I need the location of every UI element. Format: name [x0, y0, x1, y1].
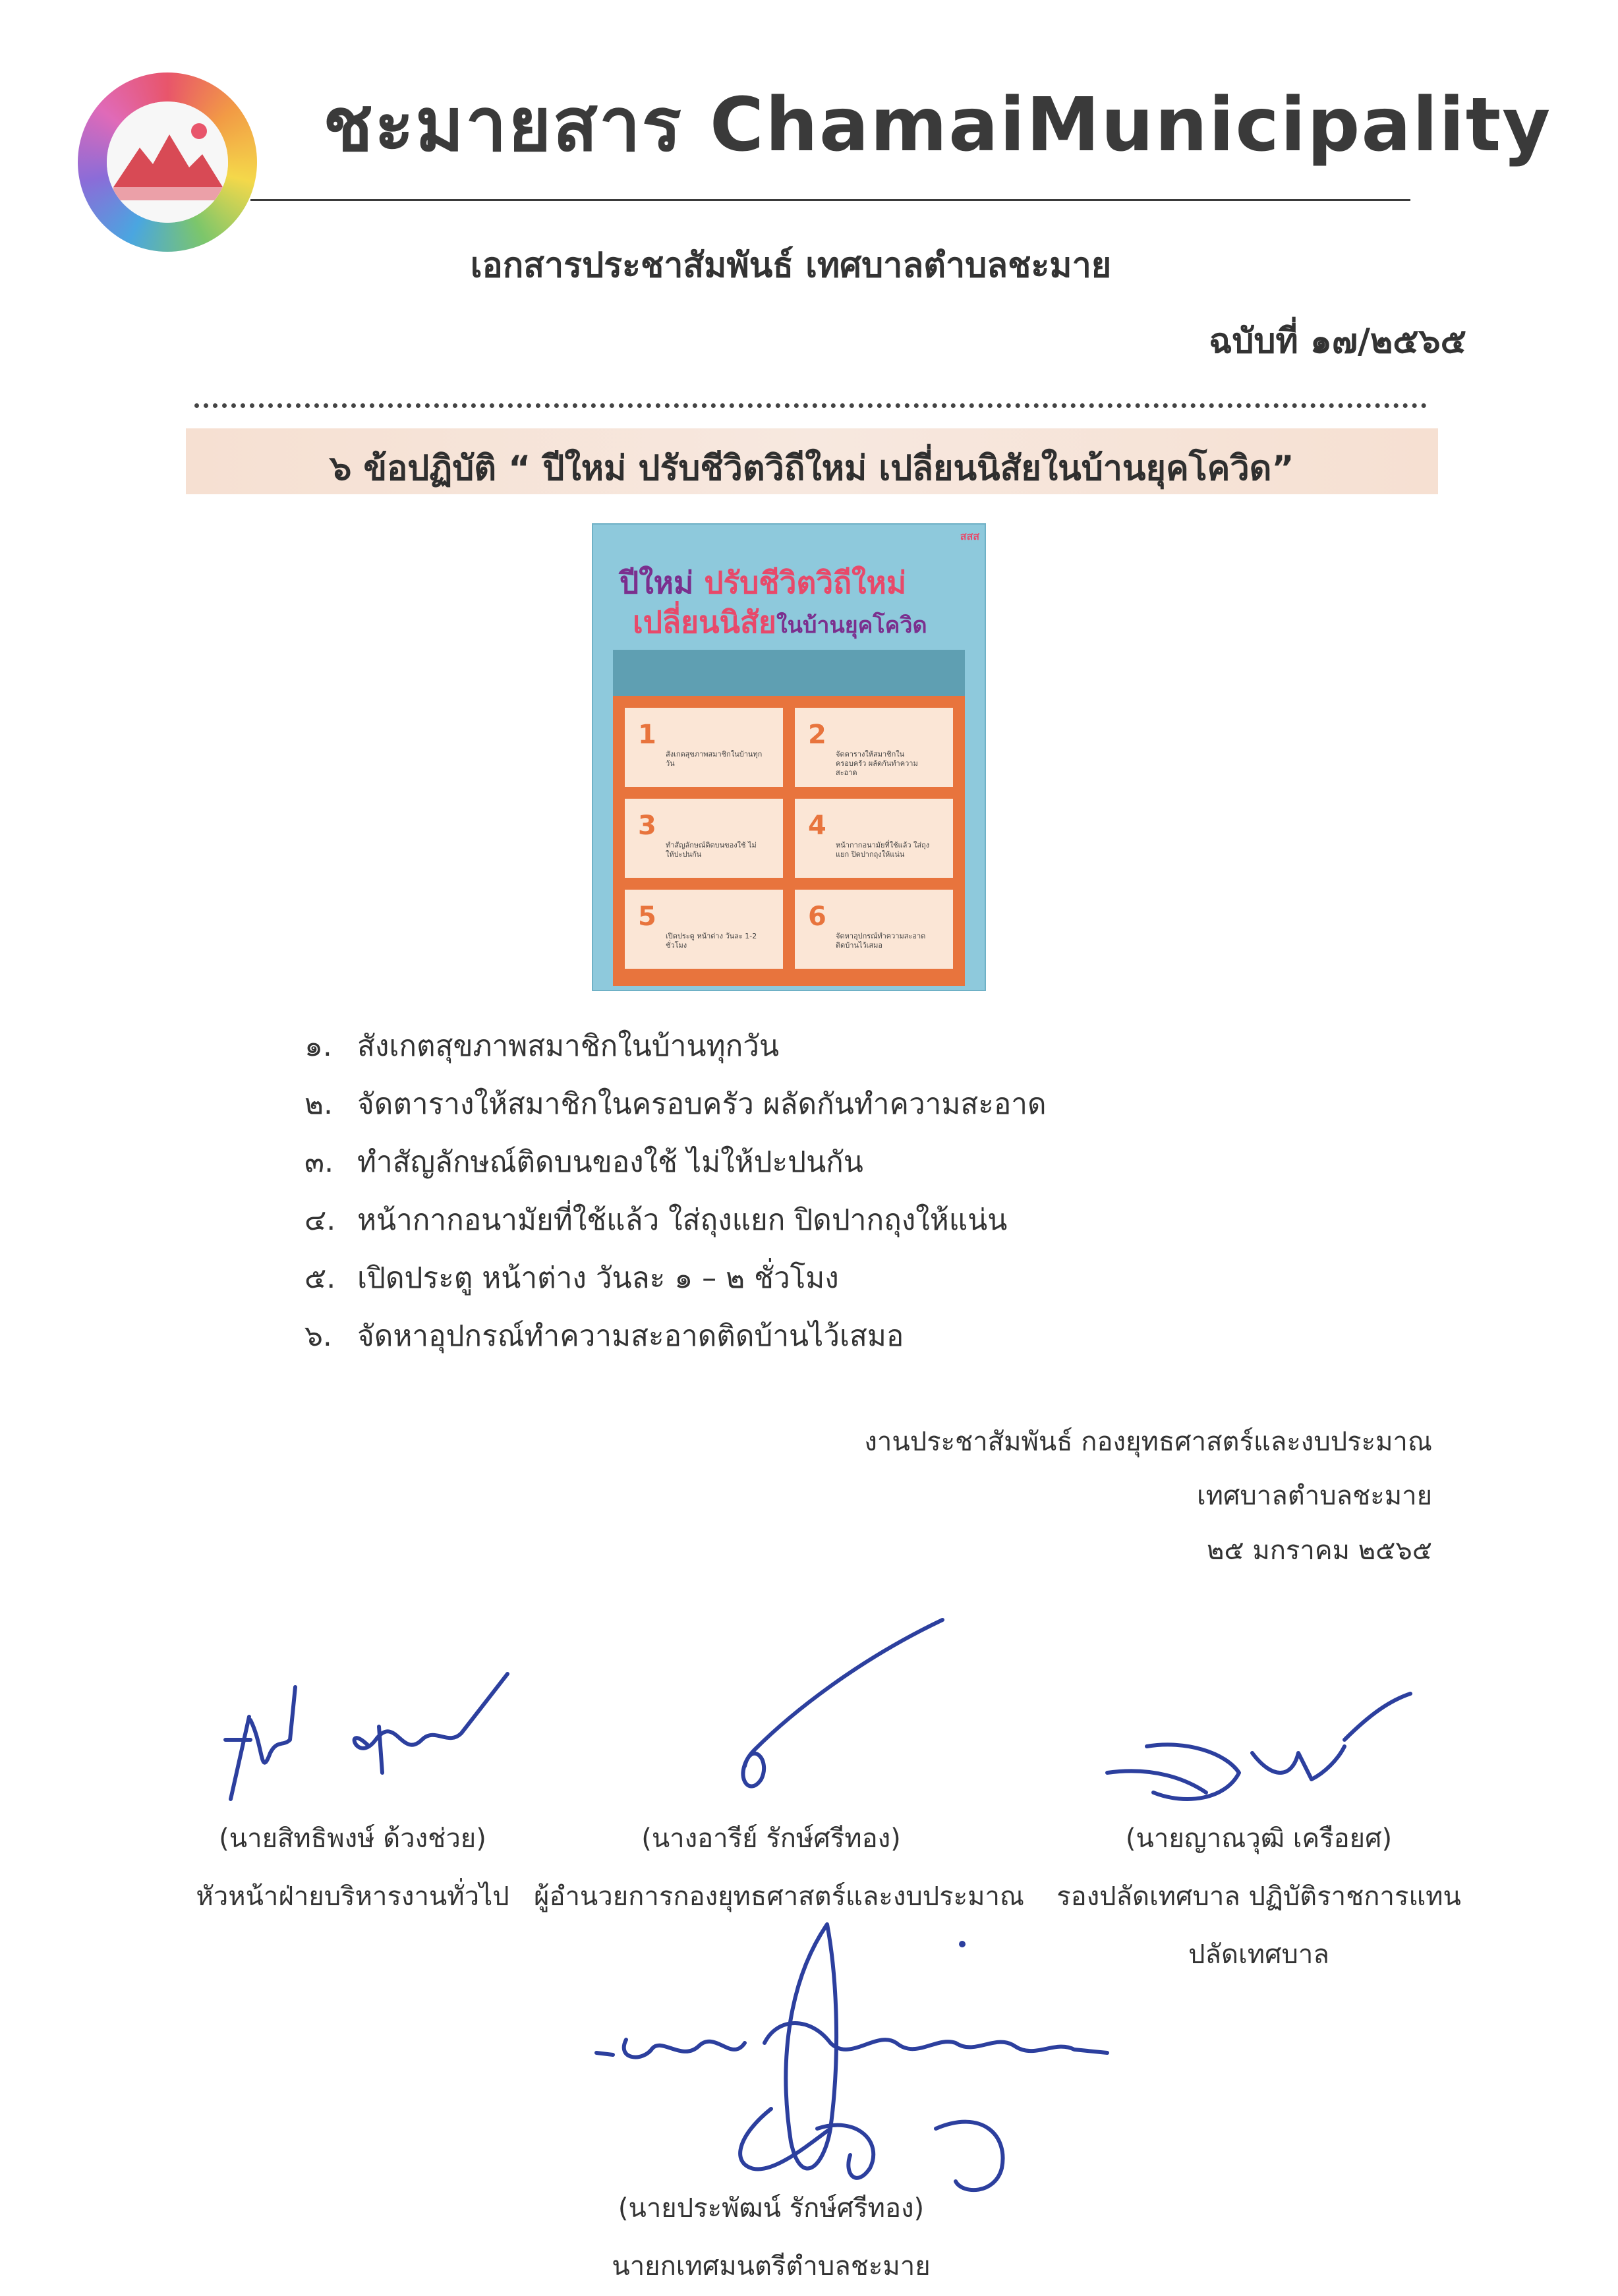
- infographic-headline-1: ปีใหม่ ปรับชีวิตวิถีใหม่: [620, 565, 907, 600]
- room-4: 4 หน้ากากอนามัยที่ใช้แล้ว ใส่ถุงแยก ปิดปากถุงให้แน่น: [795, 799, 953, 878]
- signatory-2-name: (นางอารีย์ รักษ์ศรีทอง): [641, 1823, 901, 1854]
- mayor-name: (นายประพัฒน์ รักษ์ศรีทอง): [618, 2193, 925, 2224]
- sponsor-logo: สสส: [960, 530, 979, 542]
- room-5: 5 เปิดประตู หน้าต่าง วันละ 1-2 ชั่วโมง: [625, 890, 783, 969]
- room-6: 6 จัดหาอุปกรณ์ทำความสะอาด ติดบ้านไว้เสมอ: [795, 890, 953, 969]
- topic-banner-text: ๖ ข้อปฏิบัติ “ ปีใหม่ ปรับชีวิตวิถีใหม่ เปลี่ยนนิสัยในบ้านยุคโควิด”: [330, 449, 1294, 488]
- signatory-1-name: (นายสิทธิพงษ์ ด้วงช่วย): [219, 1823, 486, 1854]
- list-item: ๖. จัดหาอุปกรณ์ทำความสะอาดติดบ้านไว้เสมอ: [304, 1319, 904, 1353]
- signatory-2-title: ผู้อำนวยการกองยุทธศาสตร์และงบประมาณ: [534, 1881, 1025, 1912]
- newsletter-title: ชะมายสาร ChamaiMunicipality: [323, 82, 1552, 168]
- signatory-3-title-line2: ปลัดเทศบาล: [1188, 1939, 1329, 1970]
- issue-number: ฉบับที่ ๑๗/๒๕๖๕: [1209, 322, 1466, 361]
- sender-department: งานประชาสัมพันธ์ กองยุทธศาสตร์และงบประมาณ: [864, 1427, 1432, 1457]
- list-item: ๕. เปิดประตู หน้าต่าง วันละ ๑ – ๒ ชั่วโมง: [304, 1261, 839, 1295]
- signatory-1-title: หัวหน้าฝ่ายบริหารงานทั่วไป: [196, 1881, 509, 1912]
- document-date: ๒๕ มกราคม ๒๕๖๕: [1206, 1535, 1432, 1566]
- list-item: ๒. จัดตารางให้สมาชิกในครอบครัว ผลัดกันทำความสะอาด: [304, 1087, 1047, 1121]
- list-item: ๑. สังเกตสุขภาพสมาชิกในบ้านทุกวัน: [304, 1029, 780, 1063]
- list-item: ๔. หน้ากากอนามัยที่ใช้แล้ว ใส่ถุงแยก ปิดปากถุงให้แน่น: [304, 1203, 1008, 1237]
- mayor-title: นายกเทศมนตรีตำบลชะมาย: [612, 2251, 931, 2282]
- document-subtitle: เอกสารประชาสัมพันธ์ เทศบาลตำบลชะมาย: [470, 246, 1112, 285]
- list-item: ๓. ทำสัญลักษณ์ติดบนของใช้ ไม่ให้ปะปนกัน: [304, 1145, 863, 1179]
- room-1: 1 สังเกตสุขภาพสมาชิกในบ้านทุกวัน: [625, 708, 783, 787]
- room-2: 2 จัดตารางให้สมาชิกในครอบครัว ผลัดกันทำความสะอาด: [795, 708, 953, 787]
- sender-organization: เทศบาลตำบลชะมาย: [1196, 1481, 1432, 1511]
- infographic-headline-2: เปลี่ยนนิสัยในบ้านยุคโควิด: [633, 604, 927, 640]
- room-3: 3 ทำสัญลักษณ์ติดบนของใช้ ไม่ให้ปะปนกัน: [625, 799, 783, 878]
- signatory-3-name: (นายญาณวุฒิ เครือยศ): [1125, 1823, 1393, 1854]
- signatory-3-title: รองปลัดเทศบาล ปฏิบัติราชการแทน: [1056, 1881, 1461, 1912]
